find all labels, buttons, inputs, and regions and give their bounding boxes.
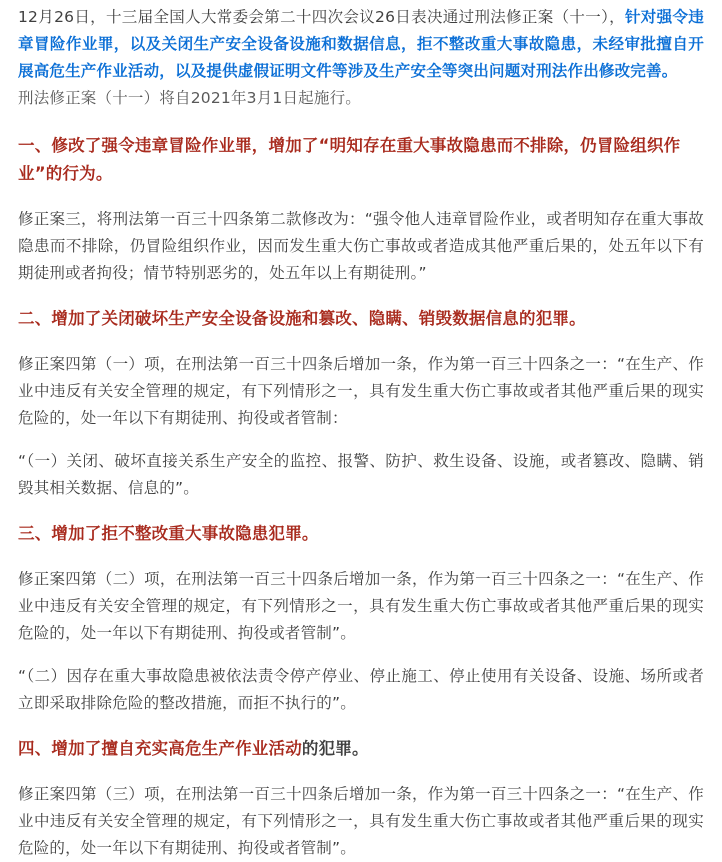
- section-3-paragraph-1: 修正案四第（二）项，在刑法第一百三十四条后增加一条，作为第一百三十四条之一：“在生产、作业中违反有关安全管理的规定，有下列情形之一，具有发生重大伤亡事故或者其他严重后果的现实危险的，处一年以下有期徒刑、拘役或者管制”。: [18, 570, 704, 642]
- section-4-paragraph-1: 修正案四第（三）项，在刑法第一百三十四条后增加一条，作为第一百三十四条之一：“在生产、作业中违反有关安全管理的规定，有下列情形之一，具有发生重大伤亡事故或者其他严重后果的现实危险的，处一年以下有期徒刑、拘役或者管制”。: [18, 785, 704, 857]
- intro-paragraph: [18, 4, 704, 85]
- section-2-paragraph-1: 修正案四第（一）项，在刑法第一百三十四条后增加一条，作为第一百三十四条之一：“在生产、作业中违反有关安全管理的规定，有下列情形之一，具有发生重大伤亡事故或者其他严重后果的现实危险的，处一年以下有期徒刑、拘役或者管制：: [18, 355, 704, 427]
- section-4-heading-black: 的犯罪。: [301, 739, 369, 758]
- section-1-paragraph-1: 修正案三，将刑法第一百三十四条第二款修改为：“强令他人违章冒险作业，或者明知存在重大事故隐患而不排除，仍冒险组织作业，因而发生重大伤亡事故或者造成其他严重后果的，处五年以下有期徒刑或者拘役；情节特别恶劣的，处五年以上有期徒刑。”: [18, 210, 704, 282]
- section-3-paragraph-2: “（二）因存在重大事故隐患被依法责令停产停业、停止施工、停止使用有关设备、设施、场所或者立即采取排除危险的整改措施，而拒不执行的”。: [18, 667, 704, 712]
- section-2-heading: 二、增加了关闭破坏生产安全设备设施和篡改、隐瞒、销毁数据信息的犯罪。: [18, 309, 586, 328]
- section-2-paragraph-2: “（一）关闭、破坏直接关系生产安全的监控、报警、防护、救生设备、设施，或者篡改、隐瞒、销毁其相关数据、信息的”。: [18, 452, 704, 497]
- intro-highlight: 针对强令违章冒险作业罪，以及关闭生产安全设备设施和数据信息，拒不整改重大事故隐患，未经审批擅自开展高危生产作业活动，以及提供虚假证明文件等涉及生产安全等突出问题对刑法作出修改完善。: [18, 8, 704, 80]
- section-4-heading: [18, 735, 704, 763]
- effective-date-note: 刑法修正案（十一）将自2021年3月1日起施行。: [18, 89, 361, 107]
- section-1-heading: 一、修改了强令违章冒险作业罪，增加了“明知存在重大事故隐患而不排除，仍冒险组织作业”的行为。: [18, 136, 681, 183]
- section-4-heading-red: 四、增加了擅自充实高危生产作业活动: [18, 739, 302, 758]
- section-3-heading: 三、增加了拒不整改重大事故隐患犯罪。: [18, 524, 319, 543]
- intro-lead: 12月26日，十三届全国人大常委会第二十四次会议26日表决通过刑法修正案（十一），: [18, 8, 625, 26]
